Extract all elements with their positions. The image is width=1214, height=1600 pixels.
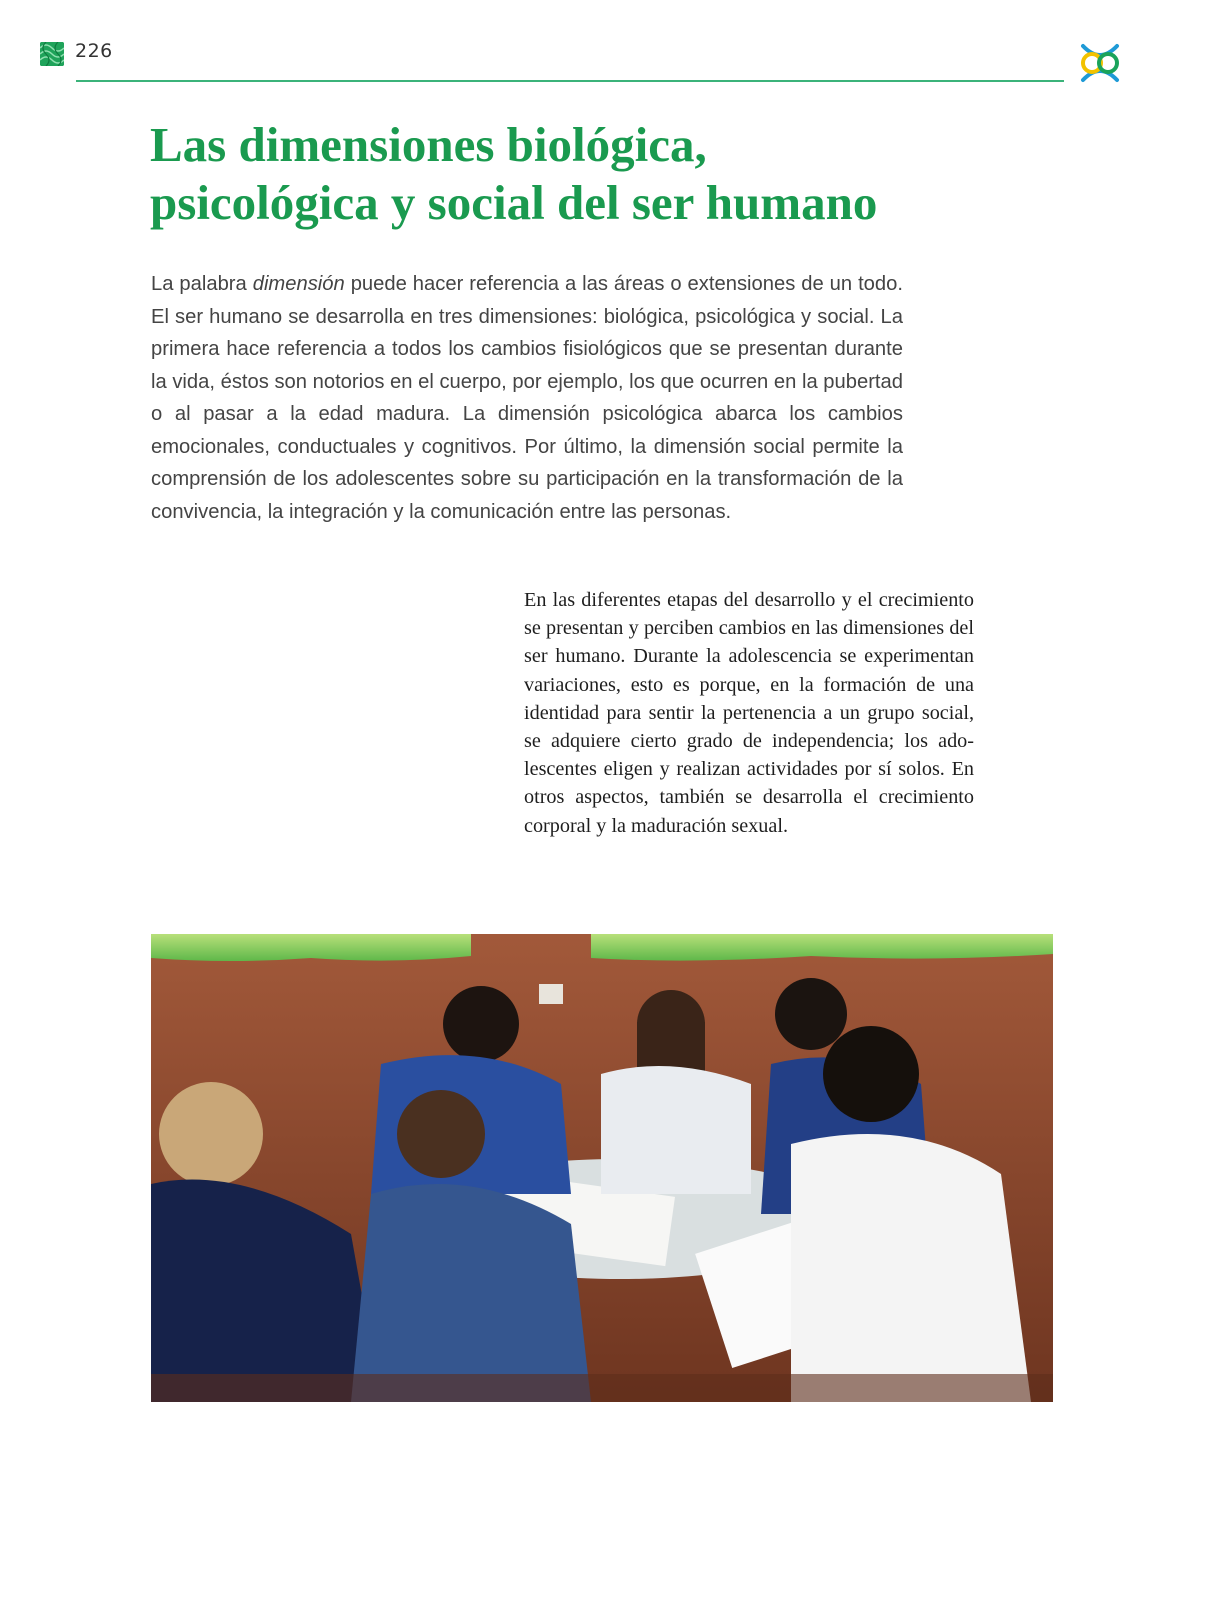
intro-text-rest: puede hacer referencia a las áreas o extensiones de un todo. El ser humano se desarrolla en tres dimensiones: biológica, psicológica y social. La primera hace referencia a todos los cambios fisiológicos que se presentan durante la vida, éstos son notorios en el cuerpo, por ejemplo, los que ocurren en la pubertad o al pasar a la edad madura. La dimensión psicológica abarca los cambios emocionales, conductuales y cognitivos. Por último, la dimensión social permite la comprensión de los adolescentes sobre su participación en la transformación de la convivencia, la integración y la comunicación entre las personas. — [151, 273, 903, 523]
colorful-link-logo-icon — [1075, 38, 1125, 88]
page-title — [150, 116, 970, 232]
intro-text-start: La palabra — [151, 273, 253, 295]
green-pattern-icon — [40, 42, 64, 66]
page-number: 226 — [75, 40, 113, 62]
title-line-1: Las dimensiones biológica, — [150, 117, 707, 172]
side-paragraph: En las diferentes etapas del desarrollo y el crecimiento se presentan y perciben cambios en las dimensiones del ser humano. Durante la adolescencia se experimentan variaciones, esto es porque, en la formación de una identidad para sentir la pertenencia a un grupo social, se adquiere cierto grado de independencia; los adolescentes eligen y realizan actividades por sí solos. En otros aspectos, también se desarrolla el crecimiento corporal y la maduración sexual. — [524, 589, 974, 837]
header-divider — [76, 80, 1064, 82]
classroom-photo — [151, 934, 1053, 1402]
intro-italic-term: dimensión — [252, 273, 345, 295]
intro-paragraph — [151, 268, 903, 528]
title-line-2: psicológica y social del ser humano — [150, 175, 878, 230]
